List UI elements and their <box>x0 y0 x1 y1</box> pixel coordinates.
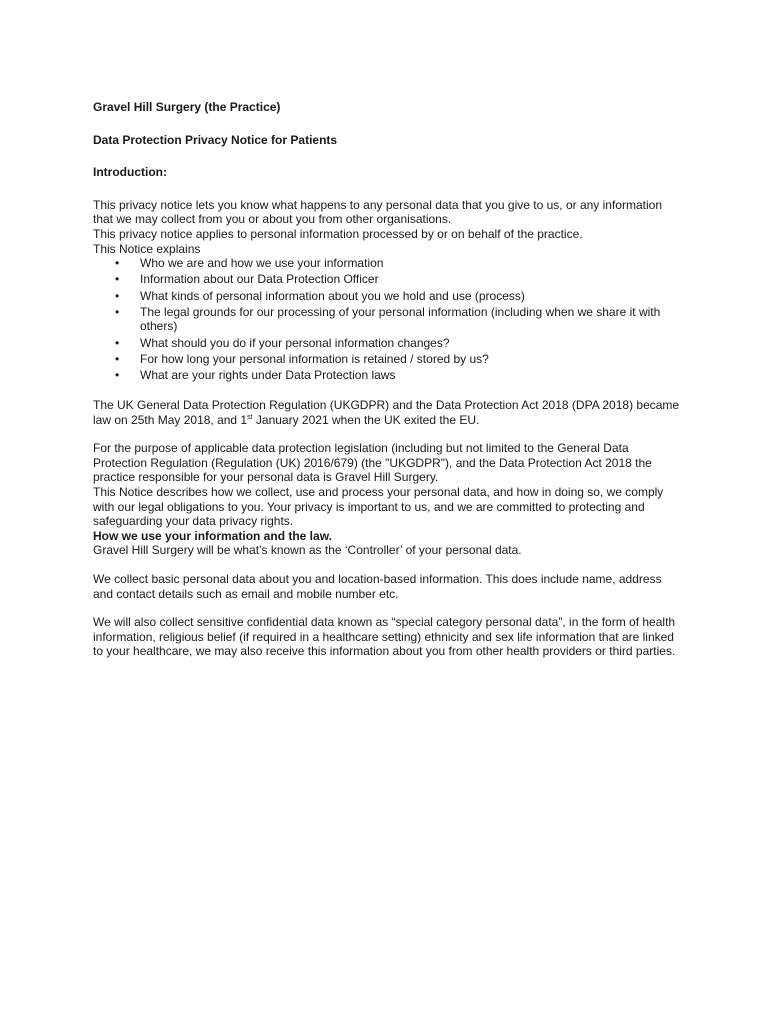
bullet-icon: • <box>115 367 120 382</box>
bullet-icon: • <box>115 256 120 271</box>
intro-paragraph: This privacy notice lets you know what happens to any personal data that you give to us, or any information that we may collect from you or about you from other organisations. <box>93 197 662 227</box>
basic-data-paragraph: We collect basic personal data about you and location-based information. This does include name, address and contact details such as email and mobile number etc. <box>93 572 662 601</box>
bullet-icon: • <box>115 288 120 303</box>
list-item <box>93 352 683 367</box>
notice-describes-paragraph: This Notice describes how we collect, use and process your personal data, and how in doing so, we comply with our legal obligations to you. Your privacy is important to us, and we are committed to protecting and safeguarding your data privacy rights. <box>93 485 664 529</box>
purpose-paragraph: For the purpose of applicable data protection legislation (including but not limited to the General Data Protection Regulation (Regulation (UK) 2016/679) (the "UKGDPR"), and the Data Protection Act 2018 the practice responsible for your personal data is Gravel Hill Surgery. <box>93 441 652 485</box>
practice-title: Gravel Hill Surgery (the Practice) <box>93 100 281 114</box>
notice-title: Data Protection Privacy Notice for Patients <box>93 132 338 147</box>
law-heading: How we use your information and the law. <box>93 528 332 543</box>
list-item-text: Who we are and how we use your information <box>140 256 384 271</box>
bullet-icon: • <box>115 272 120 287</box>
document-page <box>93 100 683 659</box>
list-item <box>93 272 683 287</box>
ukgdpr-text-end: January 2021 when the UK exited the EU. <box>252 412 480 427</box>
bullet-icon: • <box>115 335 120 350</box>
list-item-text: The legal grounds for our processing of your personal information (including when we share it with others) <box>140 304 661 334</box>
list-item <box>93 336 683 351</box>
list-item <box>93 368 683 383</box>
bullet-icon: • <box>115 304 120 319</box>
list-item-text: Information about our Data Protection Officer <box>140 272 379 287</box>
list-item <box>93 289 683 304</box>
ukgdpr-text-start: The UK General Data Protection Regulation (UKGDPR) and the Data Protection Act 2018 (DPA 2018) became law on 25th May 2018, and 1 <box>93 398 680 427</box>
list-item-text: What are your rights under Data Protection laws <box>140 367 396 382</box>
introduction-heading: Introduction: <box>93 165 167 180</box>
notice-contents-list <box>93 256 683 382</box>
list-item-text: For how long your personal information is retained / stored by us? <box>140 351 489 366</box>
list-item-text: What should you do if your personal information changes? <box>140 335 450 350</box>
bullet-icon: • <box>115 351 120 366</box>
ukgdpr-paragraph <box>93 398 683 427</box>
list-item <box>93 305 683 334</box>
intro-scope-paragraph: This privacy notice applies to personal information processed by or on behalf of the practice. <box>93 226 583 241</box>
list-item <box>93 256 683 271</box>
notice-explains-label: This Notice explains <box>93 241 201 256</box>
ordinal-suffix: st <box>247 413 253 421</box>
list-item-text: What kinds of personal information about you we hold and use (process) <box>140 288 525 303</box>
sensitive-data-paragraph: We will also collect sensitive confidential data known as “special category personal data”, in the form of health information, religious belief (if required in a healthcare setting) ethnicity and sex life information that are linked to your healthcare, we may also receive this information about you from other health providers or third parties. <box>93 615 676 659</box>
controller-paragraph: Gravel Hill Surgery will be what’s known as the ‘Controller’ of your personal data. <box>93 543 522 558</box>
